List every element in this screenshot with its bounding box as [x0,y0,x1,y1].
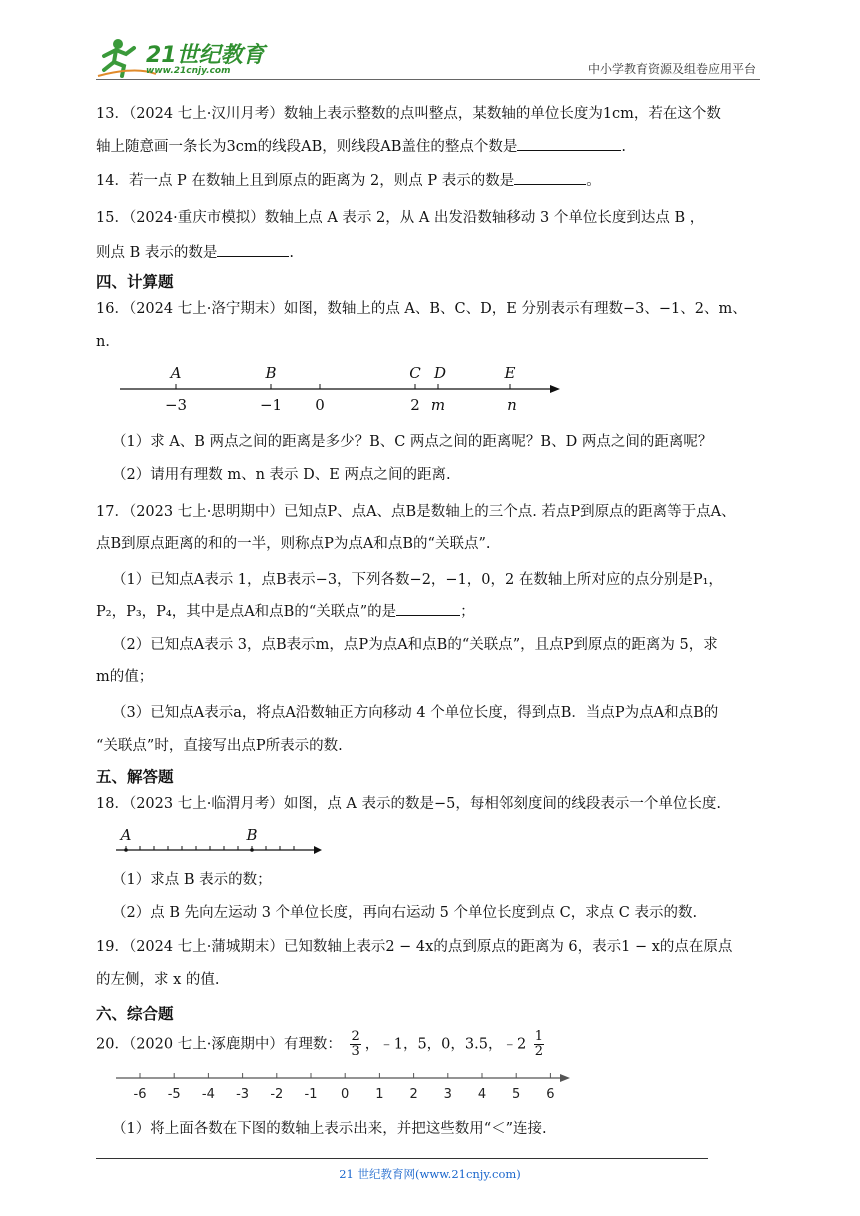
q19-line2: 的左侧，求 x 的值. [96,972,220,988]
q20-tick-labels [134,1087,555,1102]
q20-tick-label: -4 [201,1087,215,1102]
q20-rest: ，﹣1，5，0，3.5，﹣2 [364,1036,527,1053]
q16-number-line [110,360,570,416]
q17-sub1-line2-text: P₂，P₃，P₄，其中是点A和点B的“关联点”的是 [96,604,397,620]
q18-sub1: （1）求点 B 表示的数； [112,872,272,888]
q20-tick-label: -1 [304,1087,318,1102]
q19-line1: 19．（2024 七上·蒲城期末）已知数轴上表示2 − 4x的点到原点的距离为 6，表示1 − x的点在原点 [96,939,733,955]
q20-number-line [110,1072,580,1106]
q18-axis-arrow-icon [314,846,322,854]
q18-point-a [124,848,128,852]
section-heading-6: 六、综合题 [96,1005,174,1023]
q20-fraction [350,1030,360,1059]
q17-line2: 点B到原点距离的和的一半，则称点P为点A和点B的“关联点”. [96,536,491,552]
q18-number-line [110,824,330,858]
q16-sub1: （1）求 A、B 两点之间的距离是多少？B、C 两点之间的距离呢？B、D 两点之间的距离呢？ [112,434,713,450]
q18-sub2: （2）点 B 先向左运动 3 个单位长度，再向右运动 5 个单位长度到点 C，求点 C 表示的数. [112,905,698,921]
q20-tick-label: -3 [236,1087,250,1102]
q20-mixed-fraction [534,1030,544,1059]
q20-tick-label: 1 [375,1087,384,1102]
q16-line1: 16．（2024 七上·洛宁期末）如图，数轴上的点 A、B、C、D，E 分别表示有理数−3、−1、2、m、 [96,301,747,317]
q16-value-neg1: −1 [259,396,283,414]
q18-line1: 18．（2023 七上·临渭月考）如图，点 A 表示的数是−5，每相邻刻度间的线段表示一个单位长度. [96,796,721,812]
section-heading-4: 四、计算题 [96,273,174,291]
q20-tick-label: 2 [409,1087,418,1102]
q20-tick-label: 6 [546,1087,555,1102]
logo-title: 21世纪教育 [146,43,265,68]
q17-sub1-line2 [96,601,760,623]
q20-tick-label: 0 [341,1087,350,1102]
q18-label-a: A [120,826,132,844]
q16-value-0: 0 [315,396,325,414]
q20-tick-label: -6 [133,1087,147,1102]
q20-ticks [140,1073,550,1078]
q20-frac-den: 3 [351,1044,360,1059]
q15-line1: 15．（2024·重庆市模拟）数轴上点 A 表示 2，从 A 出发沿数轴移动 3 个单位长度到达点 B ， [96,210,705,226]
q17-sub2-line2: m的值； [96,669,154,685]
q17-sub1-line1: （1）已知点A表示 1，点B表示−3，下列各数−2，−1，0，2 在数轴上所对应的点分别是P₁， [112,572,723,588]
q16-label-a: A [170,364,182,382]
q16-value-neg3: −3 [164,396,188,414]
q13-end: . [621,139,626,155]
q15-line2-text: 则点 B 表示的数是 [96,245,218,261]
q14-line [96,170,760,192]
q14-end: 。 [586,173,601,189]
q20-tick-label: -2 [270,1087,284,1102]
q18-point-b [250,848,254,852]
q16-value-2: 2 [410,396,420,414]
q20-intro: 20．（2020 七上·涿鹿期中）有理数： [96,1036,342,1053]
q16-sub2: （2）请用有理数 m、n 表示 D、E 两点之间的距离. [112,467,451,483]
q16-value-n: n [507,396,517,414]
q20-frac-num: 2 [351,1029,360,1044]
q16-label-e: E [504,364,516,382]
q13-line1: 13．（2024 七上·汉川月考）数轴上表示整数的点叫整点，某数轴的单位长度为1cm，若在这个数 [96,106,721,122]
q16-line2: n． [96,334,120,350]
q20-tick-label: 4 [477,1087,487,1102]
q20-mixed-den: 2 [534,1044,544,1059]
q16-label-c: C [409,364,421,382]
q20-line [96,1030,760,1066]
q15-end: . [289,245,294,261]
footer-site[interactable]: 21 世纪教育网(www.21cnjy.com) [339,1167,521,1181]
q13-answer-blank [517,136,621,151]
q20-axis-arrow-icon [560,1074,570,1082]
q20-tick-label: -5 [167,1087,181,1102]
logo-url: www.21cnjy.com [146,66,231,76]
q20-mixed-num: 1 [534,1029,544,1044]
q20-tick-label: 3 [443,1087,452,1102]
q16-axis-arrow-icon [550,385,560,393]
q16-value-m: m [430,396,446,414]
q17-sub2-line1: （2）已知点A表示 3，点B表示m，点P为点A和点B的“关联点”，且点P到原点的距离为 5，求 [112,637,718,653]
q20-sub1: （1）将上面各数在下图的数轴上表示出来，并把这些数用“＜”连接. [112,1121,547,1137]
q13-line2 [96,136,760,158]
q17-sub3-line2: “关联点”时，直接写出点P所表示的数. [96,738,343,754]
q18-label-b: B [246,826,258,844]
platform-name: 中小学教育资源及组卷应用平台 [587,62,756,76]
q15-answer-blank [217,242,289,257]
q17-sub3-line1: （3）已知点A表示a，将点A沿数轴正方向移动 4 个单位长度，得到点B．当点P为点A和点B的 [112,705,719,721]
q16-label-b: B [265,364,277,382]
footer-divider [96,1158,708,1159]
q16-label-d: D [433,364,447,382]
q14-answer-blank [514,170,586,185]
q13-line2-text: 轴上随意画一条长为3cm的线段AB，则线段AB盖住的整点个数是 [96,139,518,155]
q15-line2 [96,242,760,264]
q20-tick-label: 5 [512,1087,521,1102]
header-divider [96,79,760,80]
q14-text: 14．若一点 P 在数轴上且到原点的距离为 2，则点 P 表示的数是 [96,173,515,189]
q17-line1: 17．（2023 七上·思明期中）已知点P、点A、点B是数轴上的三个点. 若点P到原点的距离等于点A、 [96,504,736,520]
q17-answer-blank [396,601,460,616]
section-heading-5: 五、解答题 [96,768,174,786]
q17-sub1-end: ； [460,604,475,620]
